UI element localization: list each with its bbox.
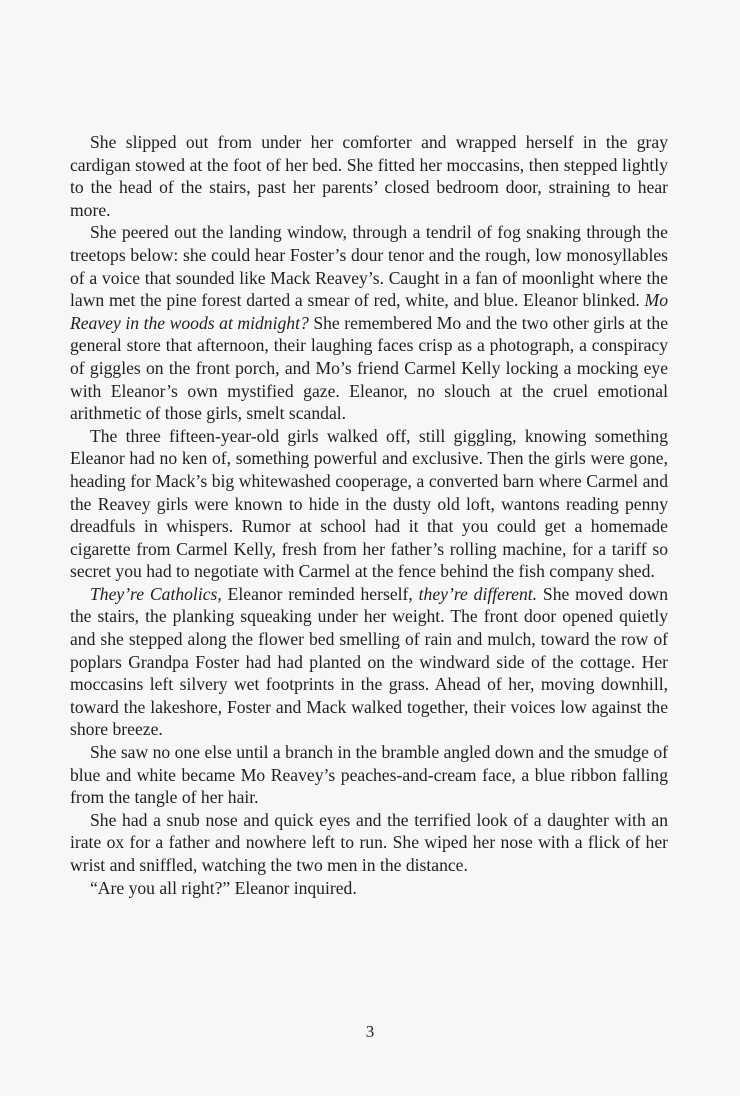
text-run: “Are you all right?” Eleanor inquired.: [90, 877, 357, 898]
paragraph: [70, 809, 668, 877]
paragraph: [70, 425, 668, 583]
italic-text-run: they’re different.: [418, 583, 538, 604]
text-run: She slipped out from under her comforter and wrapped herself in the gray cardigan stowed at the foot of her bed. She fitted her moccasins, then stepped lightly to the head of the stairs, past her parents’ closed bedroom door, straining to hear more.: [70, 132, 668, 220]
paragraph: [70, 877, 668, 900]
text-run: The three fifteen-year-old girls walked off, still giggling, knowing something Eleanor had no ken of, something powerful and exclusive. Then the girls were gone, heading for Mack’s big whitewashed cooperage, a converted barn where Carmel and the Reavey girls were known to hide in the dusty old loft, wantons reading penny dreadfuls in whispers. Rumor at school had it that you could get a homemade cigarette from Carmel Kelly, fresh from her father’s rolling machine, for a tariff so secret you had to negotiate with Carmel at the fence behind the fish company shed.: [70, 425, 668, 582]
page-number: 3: [365, 1022, 375, 1041]
paragraph: [70, 221, 668, 424]
text-run: She had a snub nose and quick eyes and the terrified look of a daughter with an irate ox for a father and nowhere left to run. She wiped her nose with a flick of her wrist and sniffled, watching the two men in the distance.: [70, 809, 668, 875]
text-run: She saw no one else until a branch in the bramble angled down and the smudge of blue and white became Mo Reavey’s peaches-and-cream face, a blue ribbon falling from the tangle of her hair.: [70, 742, 668, 808]
text-run: Eleanor reminded herself,: [221, 583, 419, 604]
italic-text-run: They’re Catholics,: [90, 583, 222, 604]
body-text: [70, 131, 668, 899]
text-run: She remembered Mo and the two other girls at the general store that afternoon, their laughing faces crisp as a photograph, a conspiracy of giggles on the front porch, and Mo’s friend Carmel Kelly locking a mocking eye with Eleanor’s own mystified gaze. Eleanor, no slouch at the cruel emotional arithmetic of those girls, smelt scandal.: [70, 312, 668, 424]
text-run: She moved down the stairs, the planking squeaking under her weight. The front door opened quietly and she stepped along the flower bed smelling of rain and mulch, toward the row of poplars Grandpa Foster had had planted on the windward side of the cottage. Her moccasins left silvery wet footprints in the grass. Ahead of her, moving downhill, toward the lakeshore, Foster and Mack walked together, their voices low against the shore breeze.: [70, 583, 669, 740]
paragraph: [70, 583, 668, 741]
paragraph: [70, 131, 668, 221]
text-run: She peered out the landing window, through a tendril of fog snaking through the treetops below: she could hear Foster’s dour tenor and the rough, low monosyllables of a voice that sounded like Mack Reavey’s. Caught in a fan of moonlight where the lawn met the pine forest darted a smear of red, white, and blue. Eleanor blinked.: [70, 222, 668, 311]
italic-text-run: Mo Reavey in the woods at midnight?: [70, 290, 668, 333]
paragraph: [70, 741, 668, 809]
